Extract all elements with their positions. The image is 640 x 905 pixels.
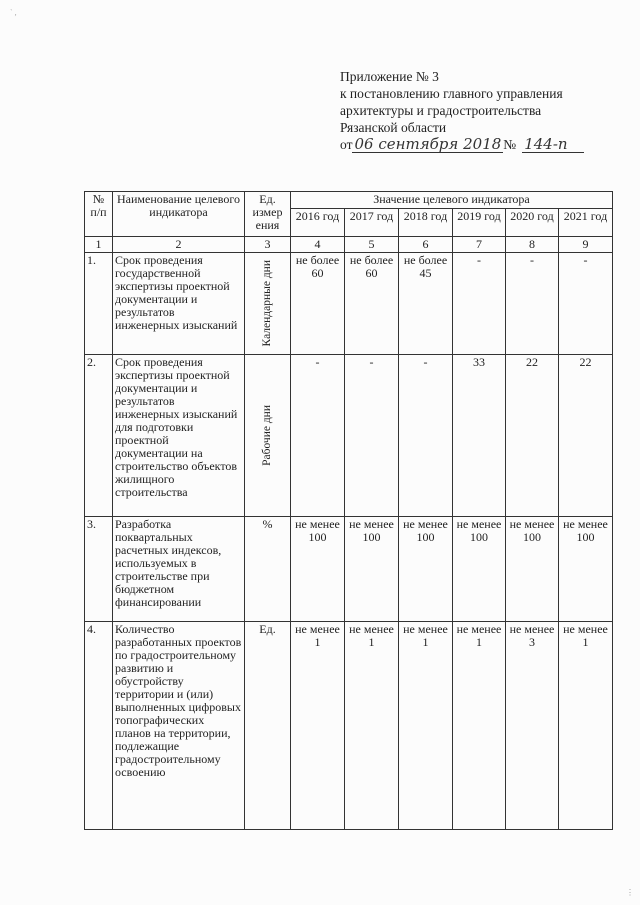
year-2017: 2017 год bbox=[345, 209, 399, 237]
header-unit: Ед. измер ения bbox=[245, 192, 291, 237]
indicator-table bbox=[84, 191, 613, 830]
column-number: 7 bbox=[453, 237, 506, 253]
row-num: 2. bbox=[85, 355, 113, 517]
value-cell: - bbox=[559, 253, 613, 355]
appendix-header bbox=[340, 68, 620, 153]
value-cell: - bbox=[453, 253, 506, 355]
value-cell: - bbox=[291, 355, 345, 517]
value-cell: не менее 100 bbox=[506, 517, 559, 622]
unit-label: Рабочие дни bbox=[261, 405, 273, 466]
header-line-2: к постановлению главного управления bbox=[340, 86, 563, 101]
row-num: 1. bbox=[85, 253, 113, 355]
value-cell: не более 60 bbox=[291, 253, 345, 355]
handwritten-date: 06 сентября 2018 bbox=[354, 135, 502, 153]
year-2021: 2021 год bbox=[559, 209, 613, 237]
value-cell: не менее 1 bbox=[291, 622, 345, 830]
unit-cell: % bbox=[245, 517, 291, 622]
value-cell: не менее 100 bbox=[291, 517, 345, 622]
column-number: 4 bbox=[291, 237, 345, 253]
value-cell: не менее 100 bbox=[345, 517, 399, 622]
value-cell: не менее 100 bbox=[559, 517, 613, 622]
value-cell: не более 60 bbox=[345, 253, 399, 355]
column-number: 2 bbox=[113, 237, 245, 253]
header-line-4: Рязанской области bbox=[340, 120, 447, 135]
value-cell: - bbox=[506, 253, 559, 355]
value-cell: 22 bbox=[559, 355, 613, 517]
unit-cell: Ед. bbox=[245, 622, 291, 830]
scan-mark: ⋮ bbox=[626, 888, 634, 897]
value-cell: не менее 1 bbox=[453, 622, 506, 830]
scan-mark: ` , bbox=[10, 8, 17, 17]
number-prefix: № bbox=[503, 137, 517, 152]
indicator-name: Разработка поквартальных расчетных индексов, используемых в строительстве при бюджетном финансировании bbox=[113, 517, 245, 622]
table-row bbox=[85, 355, 613, 517]
column-number: 5 bbox=[345, 237, 399, 253]
value-cell: не менее 100 bbox=[399, 517, 453, 622]
column-number: 6 bbox=[399, 237, 453, 253]
value-cell: - bbox=[399, 355, 453, 517]
column-number: 9 bbox=[559, 237, 613, 253]
value-cell: не менее 100 bbox=[453, 517, 506, 622]
unit-cell bbox=[245, 253, 291, 355]
indicator-name: Срок проведения государственной экспертизы проектной документации и результатов инженерных изысканий bbox=[113, 253, 245, 355]
column-number: 1 bbox=[85, 237, 113, 253]
value-cell: 33 bbox=[453, 355, 506, 517]
value-cell: не менее 3 bbox=[506, 622, 559, 830]
year-2016: 2016 год bbox=[291, 209, 345, 237]
column-number: 8 bbox=[506, 237, 559, 253]
value-cell: - bbox=[345, 355, 399, 517]
handwritten-number: 144-п bbox=[522, 136, 584, 153]
header-num: № п/п bbox=[85, 192, 113, 237]
value-cell: не более 45 bbox=[399, 253, 453, 355]
indicator-name: Срок проведения экспертизы проектной документации и результатов инженерных изысканий для подготовки проектной документации на строительство объектов жилищного строительства bbox=[113, 355, 245, 517]
unit-label: Календарные дни bbox=[261, 260, 273, 347]
table-row bbox=[85, 517, 613, 622]
value-cell: не менее 1 bbox=[399, 622, 453, 830]
value-cell: не менее 1 bbox=[345, 622, 399, 830]
header-value: Значение целевого индикатора bbox=[291, 192, 613, 209]
date-prefix: от bbox=[340, 137, 353, 152]
table-row bbox=[85, 253, 613, 355]
date-number-line bbox=[340, 136, 620, 153]
unit-cell bbox=[245, 355, 291, 517]
column-number: 3 bbox=[245, 237, 291, 253]
value-cell: 22 bbox=[506, 355, 559, 517]
header-line-3: архитектуры и градостроительства bbox=[340, 103, 542, 118]
indicator-name: Количество разработанных проектов по градостроительному развитию и обустройству территории и (или) выполненных цифровых топографических планов на территории, подлежащие градостроительному освоению bbox=[113, 622, 245, 830]
header-name: Наименование целевого индикатора bbox=[113, 192, 245, 237]
row-num: 4. bbox=[85, 622, 113, 830]
row-num: 3. bbox=[85, 517, 113, 622]
year-2020: 2020 год bbox=[506, 209, 559, 237]
appendix-title: Приложение № 3 bbox=[340, 69, 439, 84]
year-2019: 2019 год bbox=[453, 209, 506, 237]
year-2018: 2018 год bbox=[399, 209, 453, 237]
value-cell: не менее 1 bbox=[559, 622, 613, 830]
table-row bbox=[85, 622, 613, 830]
